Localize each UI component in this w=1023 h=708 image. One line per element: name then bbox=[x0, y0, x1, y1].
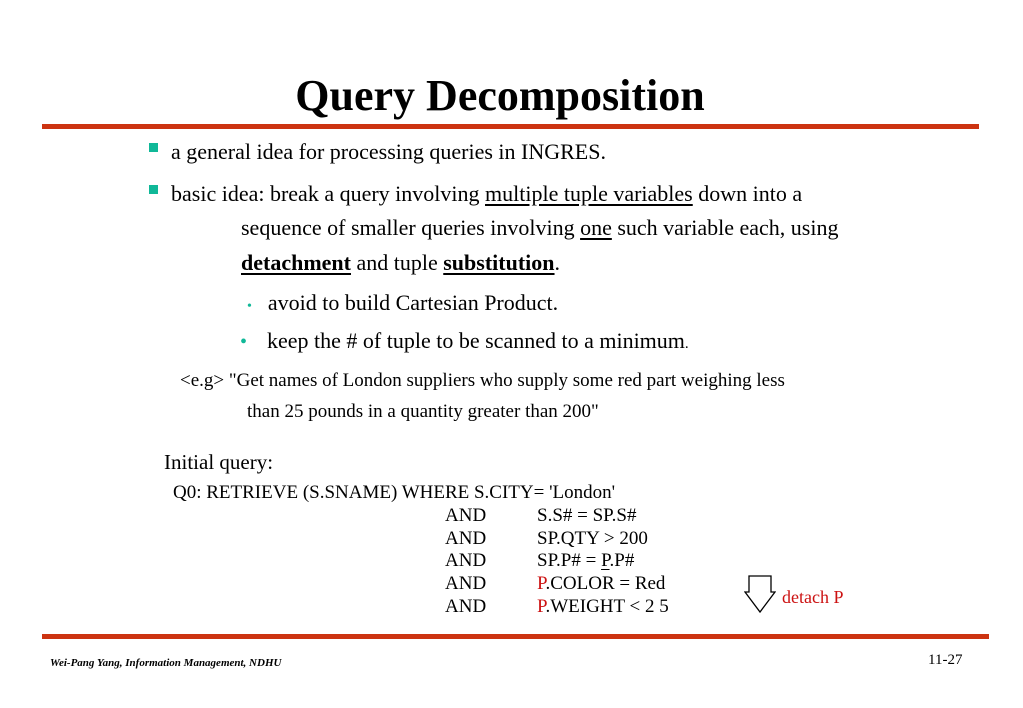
underline-detachment: detachment bbox=[241, 250, 351, 275]
sub-bullet-minimum: • keep the # of tuple to be scanned to a minimum. bbox=[240, 328, 689, 353]
underline-one: one bbox=[580, 215, 612, 240]
condition-weight: P.WEIGHT < 2 5 bbox=[537, 596, 669, 617]
and-keyword: AND bbox=[445, 573, 487, 594]
and-keyword: AND bbox=[445, 550, 487, 571]
condition-s-sno: S.S# = SP.S# bbox=[537, 505, 637, 526]
condition-color: P.COLOR = Red bbox=[537, 573, 666, 594]
footer-author: Wei-Pang Yang, Information Management, NDHU bbox=[50, 657, 282, 669]
underline-multiple-tuple-variables: multiple tuple variables bbox=[485, 181, 693, 206]
bullet-basic-idea-line3: detachment and tuple substitution. bbox=[241, 250, 561, 275]
detach-label: detach P bbox=[782, 587, 844, 607]
query-q0: Q0: RETRIEVE (S.SNAME) WHERE S.CITY= 'London' bbox=[173, 482, 616, 503]
page-number: 11-27 bbox=[928, 652, 963, 668]
initial-query-heading: Initial query: bbox=[164, 450, 274, 474]
bullet-basic-idea-line1: basic idea: break a query involving multiple tuple variables down into a bbox=[171, 181, 803, 206]
sub-bullet-cartesian: • avoid to build Cartesian Product. bbox=[247, 290, 559, 315]
and-keyword: AND bbox=[445, 596, 487, 617]
dot-bullet-icon: • bbox=[240, 331, 248, 353]
and-keyword: AND bbox=[445, 528, 487, 549]
underline-substitution: substitution bbox=[443, 250, 555, 275]
square-bullet-icon bbox=[149, 143, 158, 152]
slide-title: Query Decomposition bbox=[295, 71, 705, 120]
square-bullet-icon bbox=[149, 185, 158, 194]
bottom-divider bbox=[42, 634, 989, 639]
down-arrow-icon bbox=[744, 574, 776, 614]
condition-p-no: SP.P# = P.P# bbox=[537, 550, 635, 571]
condition-qty: SP.QTY > 200 bbox=[537, 528, 648, 549]
top-divider bbox=[42, 124, 979, 129]
example-line1: <e.g> "Get names of London suppliers who supply some red part weighing less bbox=[180, 370, 785, 391]
example-line2: than 25 pounds in a quantity greater than 200" bbox=[247, 401, 599, 422]
bullet-basic-idea-line2: sequence of smaller queries involving one such variable each, using bbox=[241, 215, 839, 240]
bullet-general-idea: a general idea for processing queries in INGRES. bbox=[171, 139, 606, 164]
dot-bullet-icon: • bbox=[247, 299, 252, 314]
and-keyword: AND bbox=[445, 505, 487, 526]
